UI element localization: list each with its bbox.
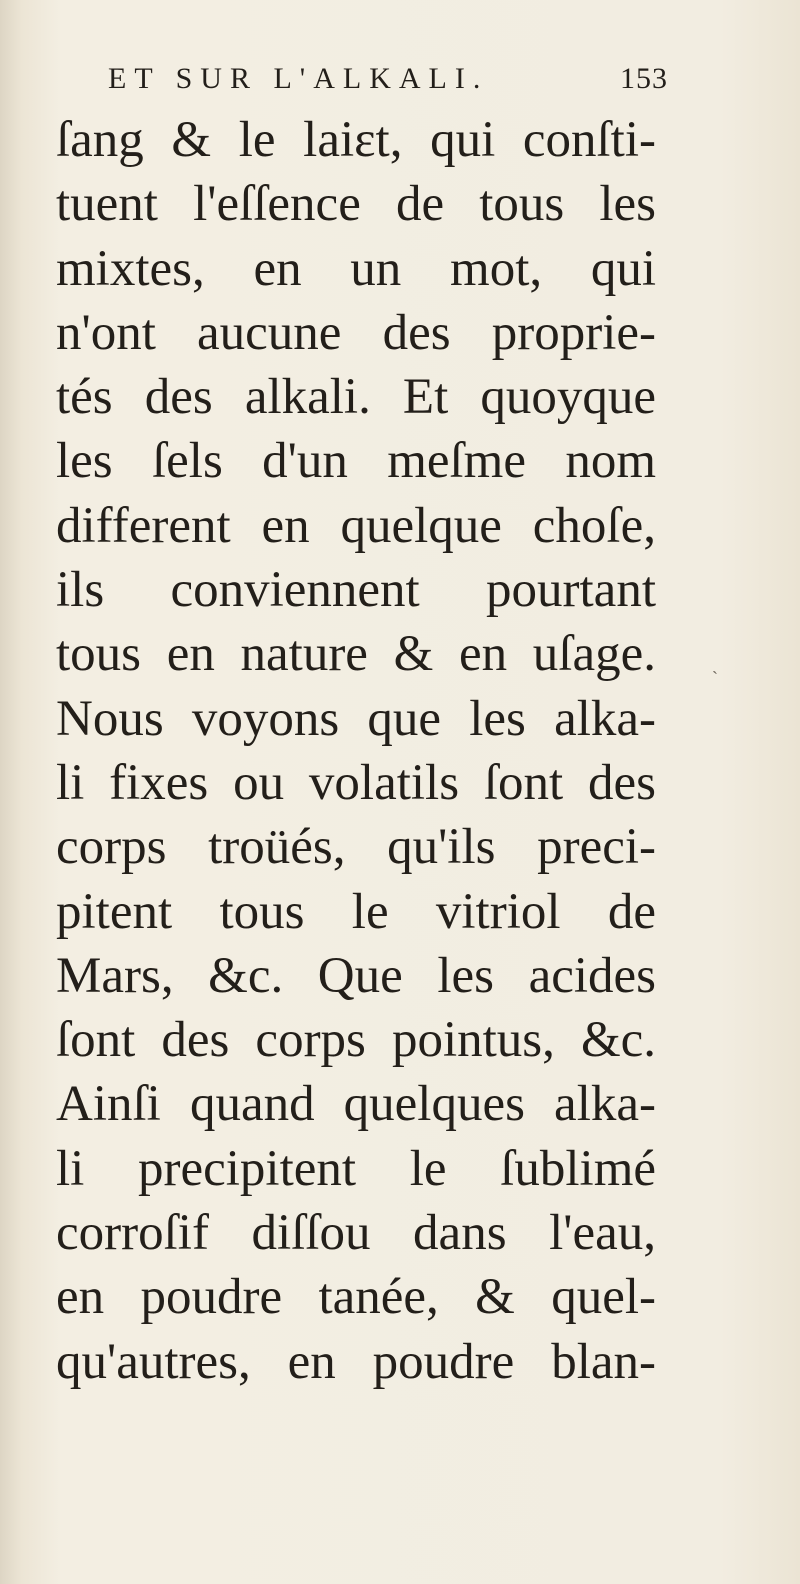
text-line: tuent l'eſſence de tous les: [56, 176, 656, 233]
text-line: les ſels d'un meſme nom: [56, 433, 656, 490]
page-number: 153: [620, 62, 668, 95]
margin-mark: `: [712, 668, 718, 688]
text-line: li precipitent le ſublimé: [56, 1140, 656, 1197]
text-line: pitent tous le vitriol de: [56, 883, 656, 940]
text-line: ils conviennent pourtant: [56, 562, 656, 619]
text-line: tés des alkali. Et quoyque: [56, 369, 656, 426]
text-line: Nous voyons que les alka-: [56, 690, 656, 747]
text-line: corroſif diſſou dans l'eau,: [56, 1205, 656, 1262]
text-line: n'ont aucune des proprie-: [56, 304, 656, 361]
text-line: Ainſi quand quelques alka-: [56, 1076, 656, 1133]
text-line: ſont des corps pointus, &c.: [56, 1012, 656, 1069]
text-line: en poudre tanée, & quel-: [56, 1269, 656, 1326]
text-line: corps troüés, qu'ils preci-: [56, 819, 656, 876]
running-title: ET SUR L'ALKALI.: [108, 62, 489, 95]
text-line: qu'autres, en poudre blan-: [56, 1333, 656, 1390]
text-line: different en quelque choſe,: [56, 497, 656, 554]
body-text: [56, 108, 656, 1394]
text-line: tous en nature & en uſage.: [56, 626, 656, 683]
text-line: Mars, &c. Que les acides: [56, 947, 656, 1004]
running-head: [108, 62, 668, 112]
text-line: mixtes, en un mot, qui: [56, 240, 656, 297]
text-line: ſang & le laiɛt, qui conſti-: [56, 112, 656, 168]
text-line: li fixes ou volatils ſont des: [56, 754, 656, 811]
